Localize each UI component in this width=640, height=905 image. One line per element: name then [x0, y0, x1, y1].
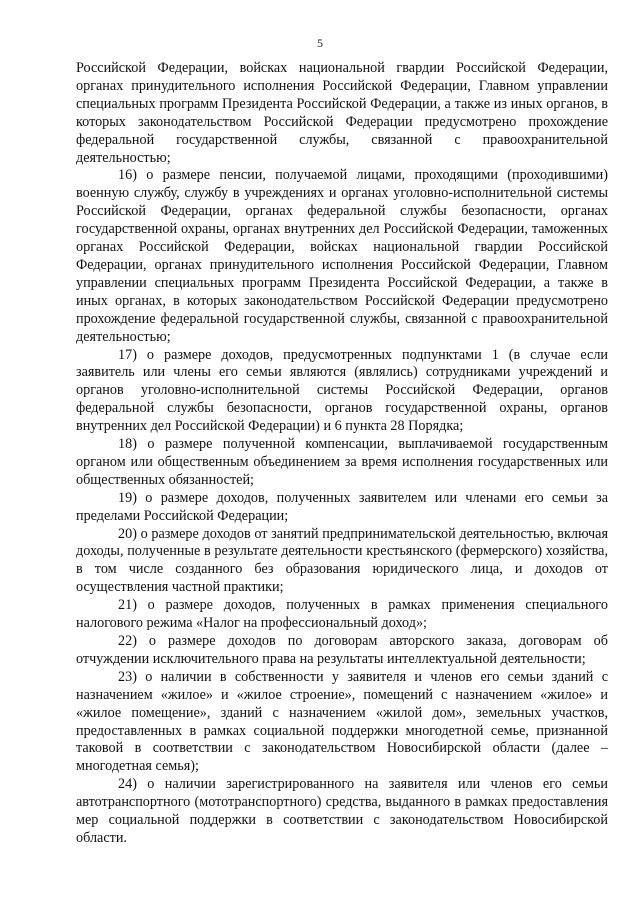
paragraph-item-16: 16) о размере пенсии, получаемой лицами, проходящими (проходившими) военную службу, службу в учреждениях и органах уголовно-исполнительной системы Российской Федерации, органах федеральной службы безопасности, органах государственной охраны, органах внутренних дел Российской Федерации, таможенных органах Российской Федерации, войсках национальной гвардии Российской Федерации, органах принудительного исполнения Российской Федерации, Главном управлении специальных программ Президента Российской Федерации, а также в иных органах, в которых законодательством Российской Федерации предусмотрено прохождение федеральной государственной службы, связанной с правоохранительной деятельностью;: [76, 167, 608, 345]
paragraph-item-21: 21) о размере доходов, полученных в рамках применения специального налогового режима «Налог на профессиональный доход»;: [76, 597, 608, 632]
paragraph-continuation: Российской Федерации, войсках национальной гвардии Российской Федерации, органах принудительного исполнения Российской Федерации, Главном управлении специальных программ Президента Российской Федерации, а также из иных органов, в которых законодательством Российской Федерации предусмотрено прохождение федеральной государственной службы, связанной с правоохранительной деятельностью;: [76, 60, 608, 166]
paragraph-item-17: 17) о размере доходов, предусмотренных подпунктами 1 (в случае если заявитель или члены его семьи являются (являлись) сотрудниками учреждений и органов уголовно-исполнительной системы Российской Федерации, органов федеральной службы безопасности, органов государственной охраны, органов внутренних дел Российской Федерации) и 6 пункта 28 Порядка;: [76, 346, 608, 435]
paragraph-item-22: 22) о размере доходов по договорам авторского заказа, договорам об отчуждении исключительного права на результаты интеллектуальной деятельности;: [76, 633, 608, 667]
paragraph-item-20: 20) о размере доходов от занятий предпринимательской деятельностью, включая доходы, полученные в результате деятельности крестьянского (фермерского) хозяйства, в том числе созданного без образования юридического лица, и доходов от осуществления частной практики;: [76, 525, 608, 596]
paragraph-item-19: 19) о размере доходов, полученных заявителем или членами его семьи за пределами Российской Федерации;: [76, 489, 608, 524]
paragraph-item-23: 23) о наличии в собственности у заявителя и членов его семьи зданий с назначением «жилое» и «жилое строение», помещений с назначением «жилое» и «жилое помещение», зданий с назначением «жилой дом», земельных участков, предоставленных в рамках социальной поддержки многодетной семье, признанной таковой в соответствии с законодательством Новосибирской области (далее – многодетная семья);: [76, 668, 608, 775]
page-number: 5: [317, 36, 323, 50]
paragraph-item-24: 24) о наличии зарегистрированного на заявителя или членов его семьи автотранспортного (мототранспортного) средства, выданного в рамках предоставления мер социальной поддержки в соответствии с законодательством Новосибирской области.: [76, 776, 608, 846]
paragraph-item-18: 18) о размере полученной компенсации, выплачиваемой государственным органом или общественным объединением за время исполнения государственных или общественных обязанностей;: [76, 436, 608, 488]
document-body: [76, 60, 608, 848]
